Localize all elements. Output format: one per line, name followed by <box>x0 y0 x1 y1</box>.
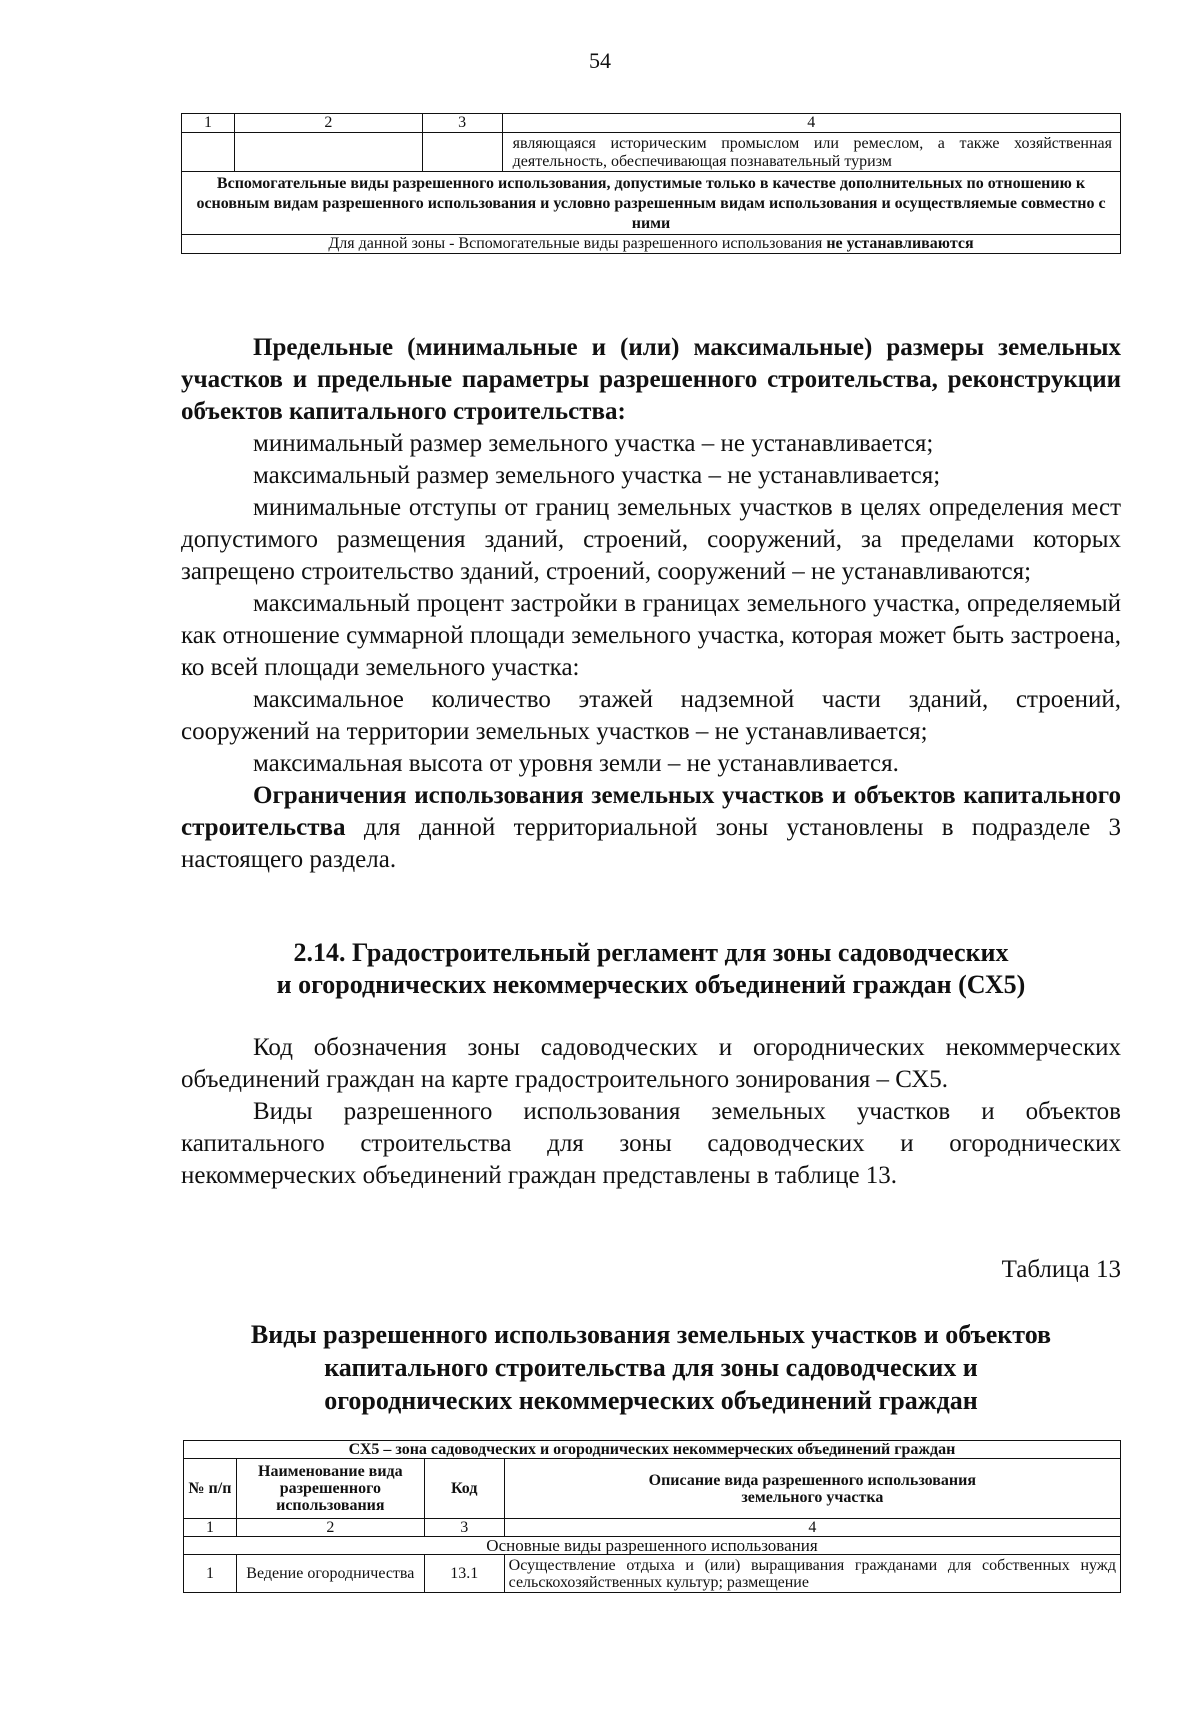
table-title-line: огороднических некоммерческих объединений граждан <box>324 1386 978 1415</box>
col-number-2: 2 <box>236 1519 424 1537</box>
continued-description: являющаяся историческим промыслом или ремеслом, а также хозяйственная деятельность, обеспечивающая познавательный туризм <box>502 133 1120 172</box>
main-uses-group: Основные виды разрешенного использования <box>184 1537 1121 1555</box>
auxiliary-note-row <box>182 235 1121 254</box>
col-number-1: 1 <box>184 1519 237 1537</box>
col-number-3: 3 <box>422 114 502 133</box>
auxiliary-note-prefix: Для данной зоны - Вспомогательные виды разрешенного использования <box>328 235 823 252</box>
limit-item: максимальный процент застройки в границах земельного участка, определяемый как отношение суммарной площади земельного участка, которая может быть застроена, ко всей площади земельного участка: <box>181 590 1121 681</box>
continuation-table <box>181 113 1121 254</box>
limit-item: минимальный размер земельного участка – не устанавливается; <box>253 430 934 457</box>
continued-row <box>182 133 1121 172</box>
page-number: 54 <box>589 48 611 73</box>
limit-item: максимальное количество этажей надземной части зданий, строений, сооружений на территории земельных участков – не устанавливается; <box>181 686 1121 745</box>
limits-section <box>181 332 1121 876</box>
auxiliary-header-row <box>182 172 1121 235</box>
table-title-line: капитального строительства для зоны садоводческих и <box>324 1353 978 1382</box>
col-number-2: 2 <box>234 114 422 133</box>
auxiliary-uses-note <box>182 235 1121 254</box>
table-title <box>181 1318 1121 1417</box>
section-heading <box>181 937 1121 1001</box>
row-description: Осуществление отдыха и (или) выращивания гражданами для собственных нужд сельскохозяйственных культур; размещение <box>504 1555 1120 1593</box>
empty-cell <box>182 133 235 172</box>
header-description: Описание вида разрешенного использования земельного участка <box>504 1459 1120 1519</box>
col-number-4: 4 <box>502 114 1120 133</box>
header-row <box>184 1459 1121 1519</box>
empty-cell <box>234 133 422 172</box>
column-number-row <box>182 114 1121 133</box>
col-number-1: 1 <box>182 114 235 133</box>
section-intro <box>181 1032 1121 1192</box>
limit-item: максимальный размер земельного участка – не устанавливается; <box>253 462 941 489</box>
table-label: Таблица 13 <box>1001 1256 1121 1283</box>
auxiliary-uses-header: Вспомогательные виды разрешенного использования, допустимые только в качестве дополнительных по отношению к основным видам разрешенного использования и условно разрешенным видам использования и осуществляемые совместно с ними <box>182 172 1121 235</box>
limit-item: максимальная высота от уровня земли – не устанавливается. <box>253 750 899 777</box>
table-row <box>184 1555 1121 1593</box>
empty-cell <box>422 133 502 172</box>
section-heading-line: 2.14. Градостроительный регламент для зоны садоводческих <box>293 938 1009 967</box>
auxiliary-note-bold: не устанавливаются <box>826 235 974 252</box>
zone-title-row <box>184 1441 1121 1459</box>
restrictions-paragraph <box>181 780 1121 876</box>
limits-heading: Предельные (минимальные и (или) максимальные) размеры земельных участков и предельные параметры разрешенного строительства, реконструкции объектов капитального строительства: <box>181 334 1121 425</box>
col-number-4: 4 <box>504 1519 1120 1537</box>
zone-code-paragraph: Код обозначения зоны садоводческих и огороднических некоммерческих объединений граждан на карте градостроительного зонирования – СХ5. <box>181 1034 1121 1093</box>
table-title-line: Виды разрешенного использования земельных участков и объектов <box>250 1320 1052 1349</box>
row-num: 1 <box>184 1555 237 1593</box>
section-heading-line: и огороднических некоммерческих объединений граждан (СХ5) <box>276 970 1026 999</box>
zone-title-text: – зона садоводческих и огороднических некоммерческих объединений граждан <box>379 1441 956 1458</box>
limit-item: минимальные отступы от границ земельных участков в целях определения мест допустимого размещения зданий, строений, сооружений, за пределами которых запрещено строительство зданий, строений, сооружений – не устанавливаются; <box>181 494 1121 585</box>
row-code: 13.1 <box>424 1555 504 1593</box>
header-code: Код <box>424 1459 504 1519</box>
table-13 <box>183 1440 1121 1593</box>
header-name: Наименование вида разрешенного использования <box>236 1459 424 1519</box>
header-num: № п/п <box>184 1459 237 1519</box>
uses-paragraph: Виды разрешенного использования земельных участков и объектов капитального строительства для зоны садоводческих и огороднических некоммерческих объединений граждан представлены в таблице 13. <box>181 1098 1121 1189</box>
group-row <box>184 1537 1121 1555</box>
col-number-3: 3 <box>424 1519 504 1537</box>
column-number-row <box>184 1519 1121 1537</box>
row-name: Ведение огородничества <box>236 1555 424 1593</box>
restrictions-rest: для данной территориальной зоны установлены в подразделе 3 настоящего раздела. <box>181 814 1121 873</box>
zone-title <box>184 1441 1121 1459</box>
zone-code: СХ5 <box>348 1441 380 1458</box>
restrictions-bold: Ограничения использования земельных участков и объектов капитального строительства <box>181 782 1121 841</box>
